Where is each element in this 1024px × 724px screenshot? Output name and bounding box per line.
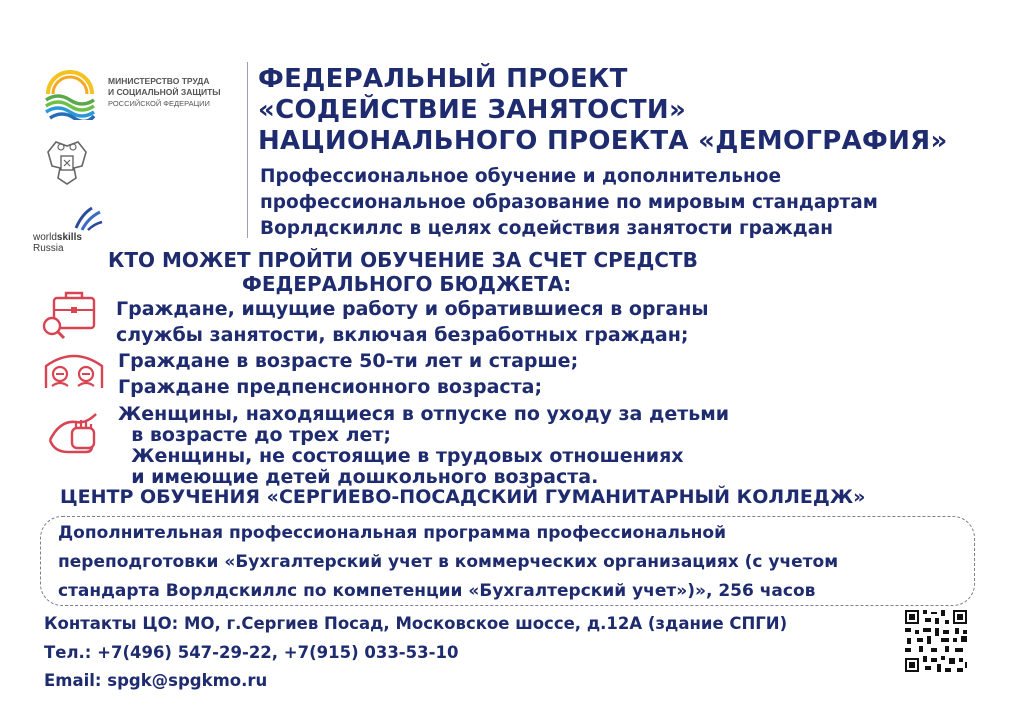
title-line-1: ФЕДЕРАЛЬНЫЙ ПРОЕКТ [258, 64, 628, 94]
program-description [58, 519, 838, 606]
contact-address: Контакты ЦО: МО, г.Сергиев Посад, Московское шоссе, д.12А (здание СПГИ) [44, 614, 788, 633]
category-line: в возрасте до трех лет; [118, 424, 391, 446]
header-divider [247, 62, 248, 238]
category-age-50 [118, 348, 578, 400]
worldskills-text-russia: Russia [33, 243, 64, 254]
page-subtitle [260, 164, 878, 242]
category-line: Граждане предпенсионного возраста; [118, 376, 543, 398]
category-women-with-children [118, 404, 729, 488]
program-line: переподготовки «Бухгалтерский учет в коммерческих организациях (с учетом [58, 552, 839, 572]
category-line: службы занятости, включая безработных граждан; [116, 324, 689, 346]
briefcase-search-icon [40, 290, 100, 340]
category-line: Женщины, не состоящие в трудовых отношениях [118, 445, 684, 467]
page-title [258, 64, 948, 157]
category-job-seekers [116, 296, 709, 348]
ministry-line-3: РОССИЙСКОЙ ФЕДЕРАЦИИ [108, 99, 210, 108]
contacts-block [44, 610, 787, 696]
title-line-2: «СОДЕЙСТВИЕ ЗАНЯТОСТИ» [258, 95, 687, 125]
coat-of-arms-icon [44, 138, 90, 188]
worldskills-logo-icon [72, 204, 104, 232]
subtitle-line-1: Профессиональное обучение и дополнительное [260, 166, 781, 187]
category-line: и имеющие детей дошкольного возраста. [118, 466, 599, 488]
mother-child-hands-icon [46, 410, 102, 456]
category-line: Женщины, находящиеся в отпуске по уходу за детьми [118, 403, 730, 425]
contact-email[interactable]: Email: spgk@spgkmo.ru [44, 671, 268, 690]
program-line: Дополнительная профессиональная программа профессиональной [58, 523, 726, 543]
category-line: Граждане, ищущие работу и обратившиеся в органы [116, 298, 709, 320]
ministry-line-1: МИНИСТЕРСТВО ТРУДА [108, 76, 210, 86]
ministry-line-2: И СОЦИАЛЬНОЙ ЗАЩИТЫ [108, 87, 221, 97]
worldskills-text-world: world [33, 232, 57, 243]
eligibility-heading-line-2: ФЕДЕРАЛЬНОГО БЮДЖЕТА: [242, 272, 572, 296]
eligibility-heading-line-1: КТО МОЖЕТ ПРОЙТИ ОБУЧЕНИЕ ЗА СЧЕТ СРЕДСТВ [108, 248, 698, 272]
contact-phone[interactable]: Тел.: +7(496) 547-29-22, +7(915) 033-53-10 [44, 642, 459, 662]
eligibility-heading [108, 248, 698, 296]
subtitle-line-3: Ворлдскиллс в целях содействия занятости граждан [260, 218, 833, 239]
category-line: Граждане в возрасте 50-ти лет и старше; [118, 350, 579, 372]
title-line-3: НАЦИОНАЛЬНОГО ПРОЕКТА «ДЕМОГРАФИЯ» [258, 126, 948, 156]
qr-code-icon[interactable] [903, 608, 969, 674]
mintrud-logo-icon [44, 70, 96, 120]
worldskills-wordmark [33, 232, 82, 254]
program-line: стандарта Ворлдскиллс по компетенции «Бухгалтерский учет»)», 256 часов [58, 581, 816, 601]
elderly-people-icon [44, 350, 104, 390]
ministry-name [108, 76, 221, 109]
worldskills-text-skills: skills [56, 232, 82, 243]
subtitle-line-2: профессиональное образование по мировым стандартам [260, 192, 878, 213]
training-center-name: ЦЕНТР ОБУЧЕНИЯ «СЕРГИЕВО-ПОСАДСКИЙ ГУМАНИТАРНЫЙ КОЛЛЕДЖ» [60, 486, 866, 508]
